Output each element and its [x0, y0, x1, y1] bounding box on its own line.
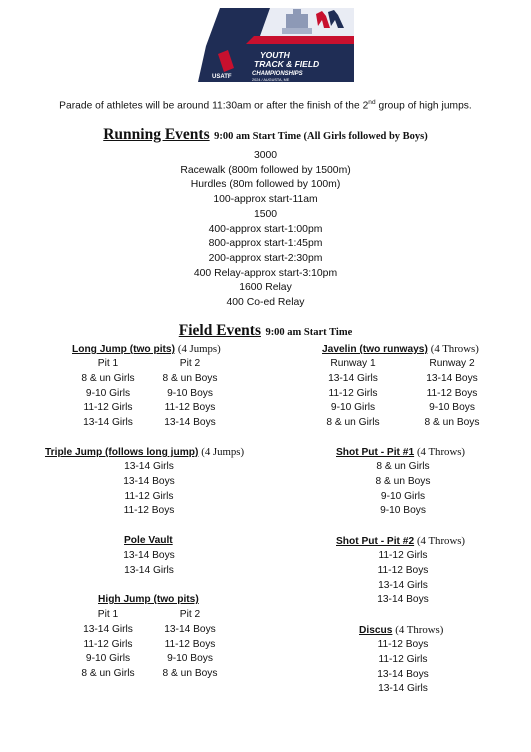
list-item: 13-14 Girls — [124, 461, 174, 472]
pole-vault-list — [106, 549, 192, 579]
column-header: Pit 2 — [179, 609, 201, 620]
list-item: 13-14 Boys — [426, 372, 478, 384]
shot-put-pit2-list — [358, 549, 448, 608]
javelin-runway1 — [310, 357, 396, 431]
field-events-title: Field Events — [178, 322, 261, 339]
running-event: Racewalk (800m followed by 1500m) — [180, 164, 351, 176]
field-events-time: 9:00 am Start Time — [265, 327, 353, 338]
running-events-heading — [0, 126, 531, 144]
list-item: 11-12 Boys — [164, 638, 216, 650]
list-item: 8 & un Boys — [162, 668, 218, 680]
list-item: 13-14 Girls — [378, 683, 428, 695]
list-item: 11-12 Girls — [378, 550, 428, 561]
list-item: 11-12 Boys — [426, 387, 478, 399]
logo-line2: TRACK & FIELD — [254, 59, 320, 69]
list-item: 11-12 Girls — [83, 638, 133, 650]
long-jump-pit2 — [152, 357, 228, 431]
shot-put-pit1-list — [358, 460, 448, 519]
list-item: 13-14 Boys — [164, 623, 216, 635]
list-item: 13-14 Girls — [83, 623, 133, 635]
list-item: 13-14 Girls — [83, 417, 133, 429]
running-event: 400 Co-ed Relay — [226, 297, 305, 309]
list-item: 13-14 Girls — [124, 564, 174, 576]
championship-logo — [198, 6, 356, 84]
list-item: 8 & un Girls — [81, 372, 135, 384]
shot-put-pit2-heading: Shot Put - Pit #2 (4 Throws) — [336, 535, 466, 547]
list-item: 8 & un Boys — [162, 372, 218, 384]
high-jump-heading: High Jump (two pits) — [98, 594, 199, 605]
running-event: 1600 Relay — [239, 282, 292, 294]
list-item: 9-10 Boys — [380, 505, 426, 517]
list-item: 13-14 Boys — [123, 475, 175, 487]
column-header: Pit 1 — [97, 358, 119, 369]
list-item: 9-10 Girls — [330, 402, 376, 414]
shot-put-pit1-heading: Shot Put - Pit #1 (4 Throws) — [336, 446, 466, 458]
list-item: 8 & un Girls — [376, 461, 430, 472]
discus-list — [358, 638, 448, 697]
list-item: 11-12 Boys — [164, 402, 216, 414]
running-event: Hurdles (80m followed by 100m) — [190, 179, 341, 191]
list-item: 11-12 Girls — [378, 653, 428, 665]
running-event: 100-approx start-11am — [213, 194, 318, 206]
list-item: 11-12 Boys — [377, 639, 429, 650]
triple-jump-heading: Triple Jump (follows long jump) (4 Jumps) — [45, 446, 245, 458]
list-item: 11-12 Girls — [83, 402, 133, 414]
list-item: 8 & un Boys — [424, 417, 480, 429]
high-jump-pit2 — [150, 608, 230, 682]
logo-line3: CHAMPIONSHIPS — [252, 71, 303, 77]
running-event: 800-approx start-1:45pm — [208, 238, 323, 250]
triple-jump-list — [106, 460, 192, 519]
list-item: 11-12 Girls — [124, 490, 174, 502]
list-item: 11-12 Boys — [123, 505, 175, 517]
list-item: 13-14 Boys — [123, 550, 175, 561]
logo-line1: YOUTH — [260, 50, 290, 60]
parade-note: Parade of athletes will be around 11:30am or after the finish of the 2nd group of high jumps. — [59, 99, 472, 112]
list-item: 9-10 Boys — [429, 402, 475, 414]
logo-brand: USATF — [212, 74, 232, 80]
list-item: 11-12 Boys — [377, 564, 429, 576]
running-events-time: 9:00 am Start Time (All Girls followed by Boys) — [214, 131, 428, 142]
list-item: 8 & un Girls — [326, 417, 380, 429]
list-item: 13-14 Girls — [328, 372, 378, 384]
running-events-list — [0, 149, 531, 311]
column-header: Runway 1 — [330, 358, 376, 369]
list-item: 13-14 Girls — [378, 579, 428, 591]
list-item: 8 & un Girls — [81, 668, 135, 680]
list-item: 13-14 Boys — [377, 668, 429, 680]
high-jump-pit1 — [70, 608, 146, 682]
pole-vault-heading: Pole Vault — [124, 535, 173, 546]
running-event: 1500 — [253, 208, 278, 220]
column-header: Runway 2 — [429, 358, 475, 369]
list-item: 13-14 Boys — [377, 594, 429, 606]
running-event: 400-approx start-1:00pm — [208, 223, 323, 235]
list-item: 9-10 Girls — [380, 490, 426, 502]
running-event: 400 Relay-approx start-3:10pm — [193, 267, 338, 279]
discus-heading: Discus (4 Throws) — [359, 624, 444, 636]
field-events-heading — [0, 322, 531, 340]
list-item: 13-14 Boys — [164, 417, 216, 429]
long-jump-heading: Long Jump (two pits) (4 Jumps) — [72, 343, 221, 355]
running-event: 200-approx start-2:30pm — [208, 252, 323, 264]
javelin-runway2 — [412, 357, 492, 431]
list-item: 9-10 Girls — [85, 653, 131, 665]
running-events-title: Running Events — [103, 126, 210, 143]
list-item: 9-10 Girls — [85, 387, 131, 399]
list-item: 9-10 Boys — [167, 653, 213, 665]
long-jump-pit1 — [70, 357, 146, 431]
javelin-heading: Javelin (two runways) (4 Throws) — [322, 343, 479, 355]
list-item: 9-10 Boys — [167, 387, 213, 399]
column-header: Pit 2 — [179, 358, 201, 369]
column-header: Pit 1 — [97, 609, 119, 620]
list-item: 8 & un Boys — [375, 475, 431, 487]
list-item: 11-12 Girls — [328, 387, 378, 399]
running-event: 3000 — [253, 150, 278, 161]
logo-subtitle: 2024 / AUGUSTA, ME — [252, 78, 290, 82]
